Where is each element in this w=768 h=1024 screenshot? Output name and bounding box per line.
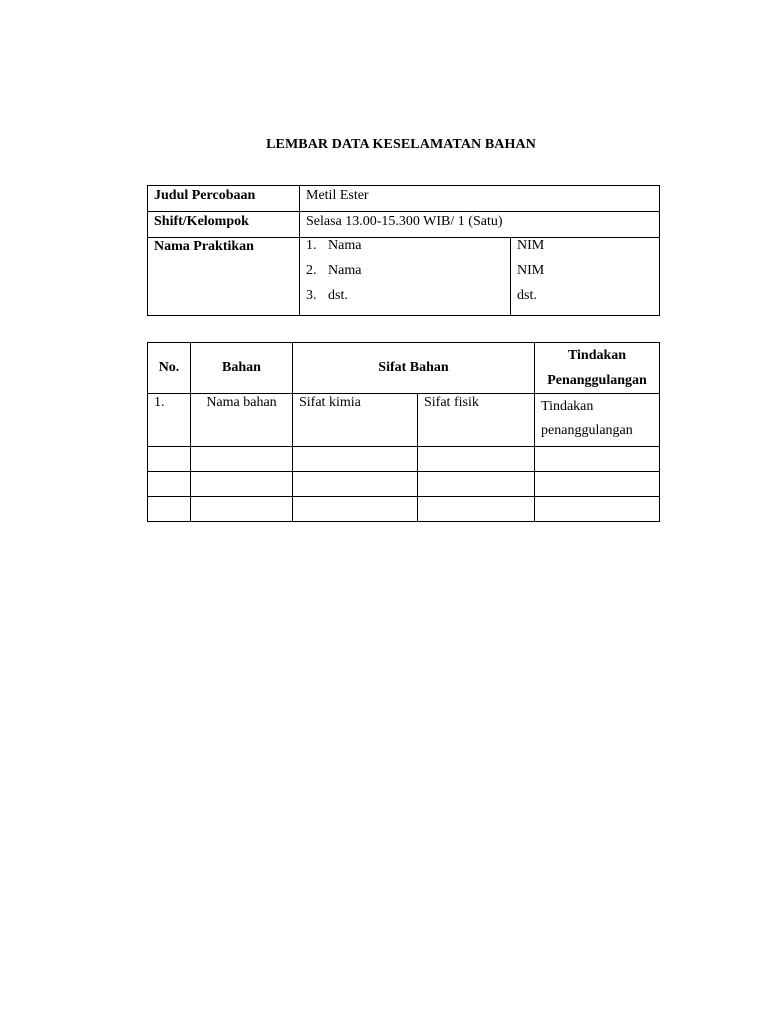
nama-praktikan-label: Nama Praktikan — [148, 238, 300, 316]
praktikan-names-cell — [300, 238, 511, 316]
list-item — [306, 239, 504, 264]
bahan-safety-table — [147, 342, 660, 522]
empty-cell — [293, 497, 418, 522]
header-no: No. — [148, 343, 191, 394]
table-header-row — [148, 343, 660, 394]
cell-tindakan-line: Tindakan — [541, 399, 594, 414]
empty-cell — [148, 472, 191, 497]
empty-cell — [293, 472, 418, 497]
header-tindakan-line: Tindakan — [567, 348, 627, 363]
praktikan-nim: NIM — [517, 263, 545, 278]
praktikan-nim: NIM — [517, 238, 545, 253]
empty-cell — [418, 447, 535, 472]
empty-cell — [148, 497, 191, 522]
praktikan-nim: dst. — [517, 288, 537, 303]
table-row — [148, 394, 660, 447]
cell-penanggulangan-line: penanggulangan — [541, 423, 633, 438]
table-row-empty — [148, 472, 660, 497]
cell-sifat-kimia: Sifat kimia — [293, 394, 418, 447]
table-row — [148, 186, 660, 212]
list-number: 2. — [306, 263, 317, 278]
table-row — [148, 212, 660, 238]
shift-kelompok-value: Selasa 13.00-15.300 WIB/ 1 (Satu) — [300, 212, 660, 238]
cell-tindakan — [535, 394, 660, 447]
empty-cell — [191, 447, 293, 472]
list-item — [306, 264, 504, 289]
document-title: LEMBAR DATA KESELAMATAN BAHAN — [266, 137, 536, 152]
table-row — [148, 238, 660, 316]
praktikan-nim-cell — [511, 238, 660, 316]
empty-cell — [535, 497, 660, 522]
shift-kelompok-label: Shift/Kelompok — [148, 212, 300, 238]
experiment-info-table — [147, 185, 660, 316]
cell-bahan: Nama bahan — [191, 394, 293, 447]
empty-cell — [191, 472, 293, 497]
cell-no: 1. — [148, 394, 191, 447]
list-item — [306, 289, 504, 314]
empty-cell — [191, 497, 293, 522]
table-row-empty — [148, 447, 660, 472]
header-tindakan-penanggulangan — [535, 343, 660, 394]
cell-sifat-fisik: Sifat fisik — [418, 394, 535, 447]
praktikan-name: Nama — [328, 263, 362, 278]
header-penanggulangan-line: Penanggulangan — [547, 373, 647, 388]
list-number: 1. — [306, 238, 317, 253]
empty-cell — [293, 447, 418, 472]
judul-percobaan-label: Judul Percobaan — [148, 186, 300, 212]
list-number: 3. — [306, 288, 317, 303]
empty-cell — [535, 447, 660, 472]
praktikan-name: Nama — [328, 238, 362, 253]
empty-cell — [535, 472, 660, 497]
praktikan-name: dst. — [328, 288, 348, 303]
empty-cell — [148, 447, 191, 472]
empty-cell — [418, 497, 535, 522]
header-bahan: Bahan — [191, 343, 293, 394]
table-row-empty — [148, 497, 660, 522]
header-sifat-bahan: Sifat Bahan — [293, 343, 535, 394]
empty-cell — [418, 472, 535, 497]
judul-percobaan-value: Metil Ester — [300, 186, 660, 212]
